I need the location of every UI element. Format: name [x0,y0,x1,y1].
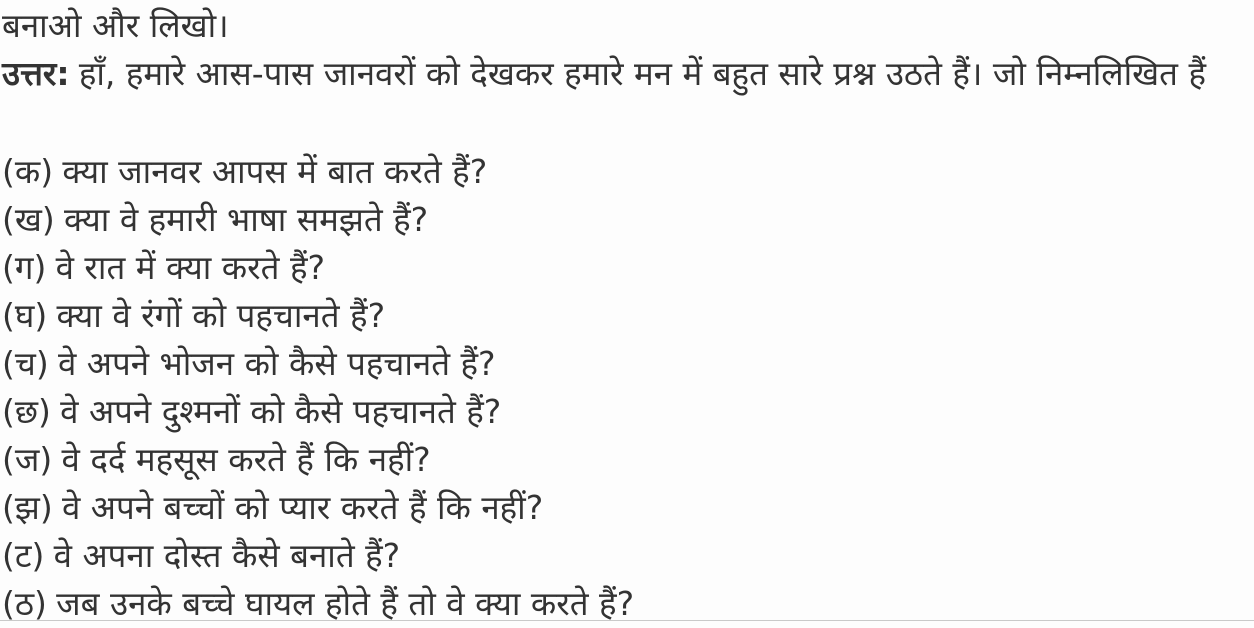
question-line [2,388,1254,436]
question-text: वे अपने भोजन को कैसे पहचानते हैं? [57,344,496,383]
blank-gap [2,98,1254,148]
question-line [2,436,1254,484]
question-line [2,148,1254,196]
question-line [2,532,1254,580]
answer-text: हाँ, हमारे आस-पास जानवरों को देखकर हमारे मन में बहुत सारे प्रश्न उठते हैं। जो निम्नलिखित हैं [78,54,1206,93]
document-content [2,2,1254,628]
question-text: जब उनके बच्चे घायल होते हैं तो वे क्या करते हैं? [56,584,635,623]
question-line [2,340,1254,388]
answer-label: उत्तर: [2,54,70,93]
question-text: वे रात में क्या करते हैं? [55,248,325,287]
question-text: क्या वे रंगों को पहचानते हैं? [56,296,386,335]
question-list [2,148,1254,628]
question-text: वे दर्द महसूस करते हैं कि नहीं? [61,440,431,479]
intro-line: बनाओ और लिखो। [2,6,229,45]
question-marker: (घ) [2,296,48,335]
question-line [2,196,1254,244]
question-marker: (छ) [2,392,51,431]
question-marker: (ख) [2,200,55,239]
question-marker: (झ) [2,488,53,527]
question-marker: (ठ) [2,584,47,623]
question-marker: (च) [2,344,49,383]
question-text: क्या जानवर आपस में बात करते हैं? [62,152,488,191]
question-line [2,292,1254,340]
question-line [2,244,1254,292]
question-marker: (ग) [2,248,47,287]
question-text: वे अपने दुश्मनों को कैसे पहचानते हैं? [60,392,502,431]
question-line [2,580,1254,628]
question-marker: (क) [2,152,54,191]
question-marker: (ट) [2,536,45,575]
question-marker: (ज) [2,440,53,479]
question-text: वे अपना दोस्त कैसे बनाते हैं? [53,536,401,575]
question-line [2,484,1254,532]
answer-line [2,50,1254,98]
question-text: वे अपने बच्चों को प्यार करते हैं कि नहीं? [61,488,544,527]
question-text: क्या वे हमारी भाषा समझते हैं? [63,200,429,239]
